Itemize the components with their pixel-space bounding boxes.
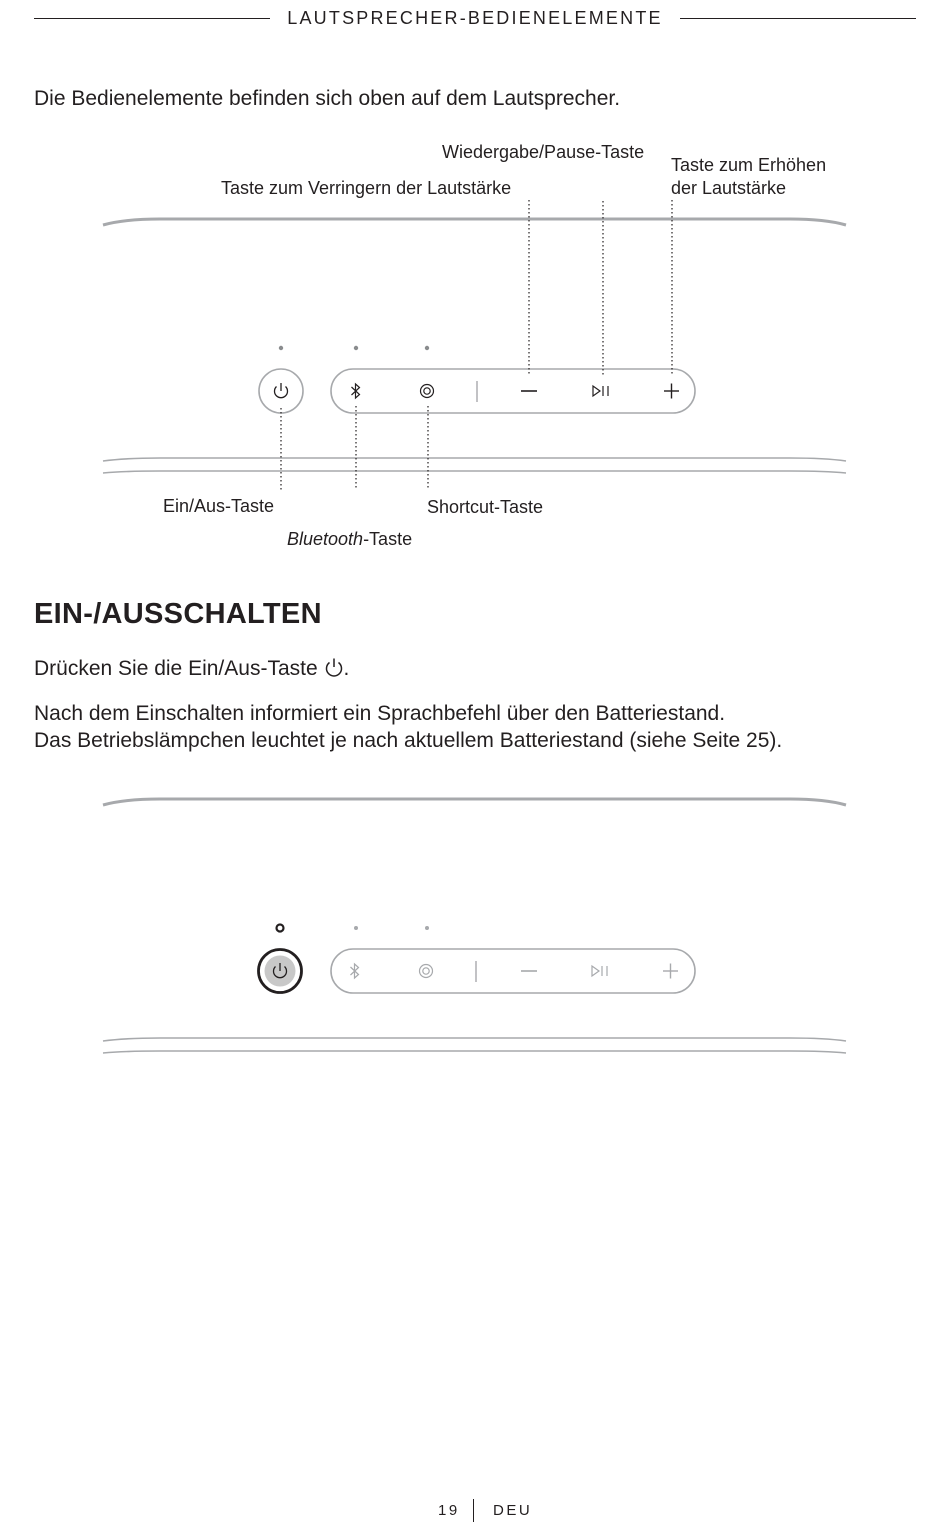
section-heading: EIN-/AUSSCHALTEN: [34, 598, 322, 630]
page-number: 19: [438, 1502, 460, 1519]
speaker-top-edge: [103, 219, 846, 225]
speaker-bottom-edge-1: [103, 1038, 846, 1041]
bluetooth-icon[interactable]: [351, 964, 359, 978]
play-pause-icon[interactable]: [593, 386, 608, 396]
speaker-bottom-edge-2: [103, 471, 846, 473]
control-bar: [331, 949, 695, 993]
label-volume-up-line1: Taste zum Erhöhen: [671, 155, 827, 175]
step-text: [34, 655, 349, 682]
power-icon: [275, 383, 288, 398]
info-line-2: Das Betriebslämpchen leuchtet je nach aktuellem Batteriestand (siehe Seite 25).: [34, 729, 783, 752]
speaker-controls-diagram: [0, 200, 950, 490]
shortcut-indicator-light: [425, 926, 429, 930]
plus-icon[interactable]: [664, 384, 679, 399]
plus-icon[interactable]: [663, 964, 678, 979]
shortcut-icon[interactable]: [420, 965, 433, 978]
callout-leader-lines: [281, 200, 672, 490]
shortcut-indicator-light: [425, 346, 429, 350]
shortcut-icon[interactable]: [421, 385, 434, 398]
bluetooth-indicator-light: [354, 346, 358, 350]
label-bluetooth: [287, 528, 412, 550]
info-line-1: Nach dem Einschalten informiert ein Sprachbefehl über den Batteriestand.: [34, 702, 726, 725]
power-indicator-light-on: [277, 925, 284, 932]
label-volume-down: Taste zum Verringern der Lautstärke: [221, 178, 512, 198]
label-volume-up-line2: der Lautstärke: [671, 178, 787, 198]
bluetooth-icon[interactable]: [352, 384, 360, 398]
label-shortcut: Shortcut-Taste: [427, 497, 544, 517]
footer-divider: [473, 1499, 474, 1522]
speaker-bottom-edge-2: [103, 1051, 846, 1053]
control-bar: [331, 369, 695, 413]
label-power: Ein/Aus-Taste: [163, 496, 275, 516]
play-pause-icon[interactable]: [592, 966, 607, 976]
speaker-top-edge: [103, 799, 846, 805]
label-play-pause: Wiedergabe/Pause-Taste: [442, 142, 645, 162]
bluetooth-indicator-light: [354, 926, 358, 930]
label-bluetooth-suffix: -Taste: [363, 529, 413, 549]
power-indicator-light: [279, 346, 283, 350]
speaker-bottom-edge-1: [103, 458, 846, 461]
power-on-diagram: [0, 790, 950, 1070]
section-header: [0, 8, 950, 29]
intro-text: Die Bedienelemente befinden sich oben auf dem Lautsprecher.: [34, 87, 621, 110]
language-code: DEU: [493, 1502, 533, 1519]
label-bluetooth-italic: Bluetooth: [287, 529, 364, 549]
step-text-period: .: [343, 657, 350, 680]
section-header-text: LAUTSPRECHER-BEDIENELEMENTE: [281, 8, 668, 28]
step-text-main: Drücken Sie die Ein/Aus-Taste: [34, 657, 318, 680]
